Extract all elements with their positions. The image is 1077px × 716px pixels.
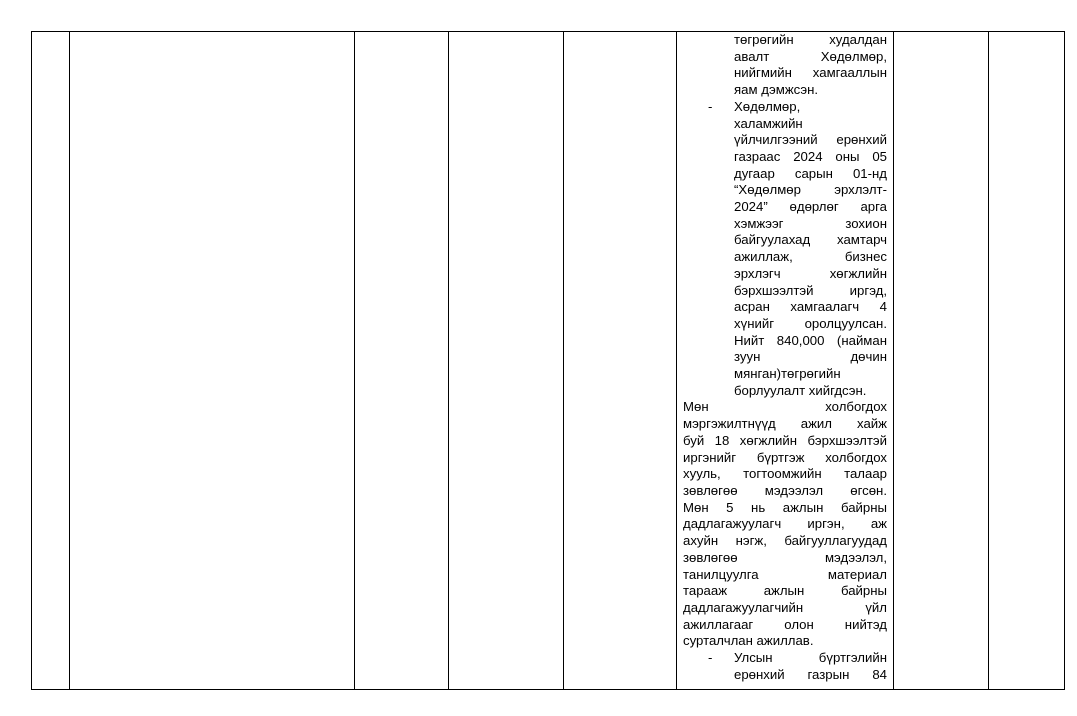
bullet-item bbox=[683, 650, 887, 667]
text-line: зуун дөчин bbox=[734, 349, 887, 365]
text-line: Нийт 840,000 (найман bbox=[734, 332, 887, 348]
text-line: дадлагажуулагчийн үйл bbox=[683, 599, 887, 615]
text-line: эрхлэгч хөгжлийн bbox=[734, 265, 887, 281]
text-line: ахуйн нэгж, байгууллагуудад bbox=[683, 533, 887, 549]
text-line: төгрөгийн худалдан bbox=[734, 32, 887, 47]
text-line: халамжийн bbox=[734, 115, 803, 131]
text-line: Хөдөлмөр, bbox=[734, 98, 801, 114]
text-line: зөвлөгөө мэдээлэл өгсөн. bbox=[683, 482, 887, 498]
cell-empty-8 bbox=[989, 32, 1065, 690]
text-line: ажиллаж, бизнес bbox=[734, 249, 887, 265]
text-line: мянган)төгрөгийн bbox=[734, 366, 841, 382]
text-line: “Хөдөлмөр эрхлэлт- bbox=[734, 182, 887, 198]
text-line: зөвлөгөө мэдээлэл, bbox=[683, 549, 887, 565]
text-line: мэргэжилтнүүд ажил хайж bbox=[683, 416, 887, 432]
text-line: байгуулахад хамтарч bbox=[734, 232, 887, 248]
text-line: Мөн холбогдох bbox=[683, 399, 887, 415]
cell-empty-7 bbox=[894, 32, 989, 690]
text-line: үйлчилгээний ерөнхий bbox=[734, 132, 887, 148]
text-line: 2024” өдөрлөг арга bbox=[734, 199, 887, 215]
text-line: асран хамгаалагч 4 bbox=[734, 299, 887, 315]
text-line: нийгмийн хамгааллын bbox=[734, 65, 887, 81]
text-line: Улсын бүртгэлийн bbox=[734, 650, 887, 666]
cell-empty-4 bbox=[449, 32, 564, 690]
text-line: хууль, тогтоомжийн талаар bbox=[683, 466, 887, 482]
implementation-text bbox=[677, 32, 893, 683]
bullet-item bbox=[683, 99, 887, 116]
text-line: хүнийг оролцуулсан. bbox=[734, 315, 887, 331]
cell-index bbox=[32, 32, 70, 690]
text-line: ерөнхий газрын 84 bbox=[734, 666, 887, 682]
text-line: сурталчлан ажиллав. bbox=[683, 633, 814, 649]
table-row bbox=[32, 32, 1065, 690]
text-line: Мөн 5 нь ажлын байрны bbox=[683, 499, 887, 515]
text-line: хэмжээг зохион bbox=[734, 215, 887, 231]
text-line: бэрхшээлтэй иргэд, bbox=[734, 282, 887, 298]
text-line: дугаар сарын 01-нд bbox=[734, 165, 887, 181]
text-line: тарааж ажлын байрны bbox=[683, 583, 887, 599]
text-line: дадлагажуулагч иргэн, аж bbox=[683, 516, 887, 532]
report-table bbox=[31, 31, 1065, 690]
text-line: борлуулалт хийгдсэн. bbox=[734, 382, 867, 398]
bullet-dash: - bbox=[708, 650, 713, 666]
text-line: яам дэмжсэн. bbox=[734, 82, 819, 98]
text-line: буй 18 хөгжлийн бэрхшээлтэй bbox=[683, 432, 887, 448]
text-line: авалт Хөдөлмөр, bbox=[734, 48, 887, 64]
text-line: газраас 2024 оны 05 bbox=[734, 148, 887, 164]
cell-implementation bbox=[677, 32, 894, 690]
cell-empty-3 bbox=[355, 32, 449, 690]
bullet-dash: - bbox=[708, 98, 713, 114]
cell-description bbox=[70, 32, 355, 690]
text-line: танилцуулга материал bbox=[683, 566, 887, 582]
text-line: иргэнийг бүртгэж холбогдох bbox=[683, 449, 887, 465]
text-line: ажиллагааг олон нийтэд bbox=[683, 616, 887, 632]
cell-empty-5 bbox=[564, 32, 677, 690]
